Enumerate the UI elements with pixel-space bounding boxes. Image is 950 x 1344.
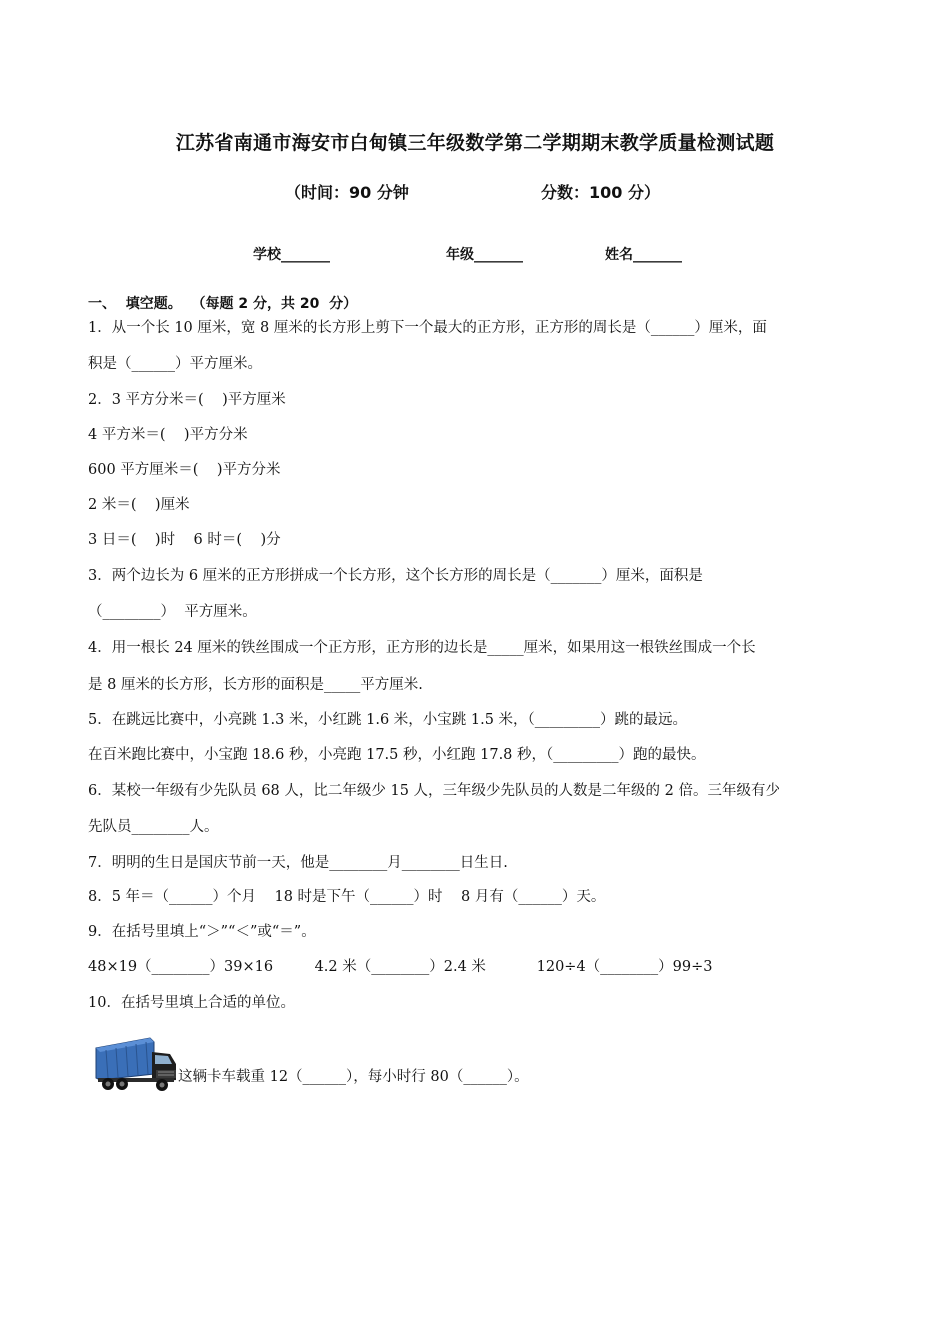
name-field: 姓名_______ bbox=[605, 247, 682, 263]
question-line: 先队员________人。 bbox=[88, 819, 219, 835]
truck-icon bbox=[92, 1034, 178, 1092]
question-line: 在百米跑比赛中，小宝跑 18.6 秒，小亮跑 17.5 秒，小红跑 17.8 秒，（_________）跑的最快。 bbox=[88, 747, 706, 763]
question-line: 5．在跳远比赛中，小亮跳 1.3 米，小红跳 1.6 米，小宝跳 1.5 米，（_________）跳的最远。 bbox=[88, 712, 688, 728]
question-line: 6．某校一年级有少先队员 68 人，比二年级少 15 人，三年级少先队员的人数是二年级的 2 倍。三年级有少 bbox=[88, 783, 781, 799]
question-line: 3．两个边长为 6 厘米的正方形拼成一个长方形，这个长方形的周长是（_______）厘米，面积是 bbox=[88, 568, 703, 584]
question-line: 4．用一根长 24 厘米的铁丝围成一个正方形，正方形的边长是_____厘米，如果用这一根铁丝围成一个长 bbox=[88, 640, 756, 656]
question-line: 7．明明的生日是国庆节前一天，他是________月________日生日. bbox=[88, 855, 508, 871]
question-line: 1．从一个长 10 厘米，宽 8 厘米的长方形上剪下一个最大的正方形，正方形的周长是（______）厘米，面 bbox=[88, 320, 767, 336]
question-line: 积是（______）平方厘米。 bbox=[88, 356, 262, 372]
page-title: 江苏省南通市海安市白甸镇三年级数学第二学期期末教学质量检测试题 bbox=[175, 132, 775, 154]
question-line: 600 平方厘米＝( )平方分米 bbox=[88, 462, 281, 478]
question-line: 是 8 厘米的长方形，长方形的面积是_____平方厘米. bbox=[88, 677, 423, 693]
question-line: 2 米＝( )厘米 bbox=[88, 497, 190, 513]
question-line: 8．5 年＝（______）个月 18 时是下午（______）时 8 月有（______）天。 bbox=[88, 889, 606, 905]
question-line: 3 日＝( )时 6 时＝( )分 bbox=[88, 532, 281, 548]
question-line: 9．在括号里填上“＞”“＜”或“＝”。 bbox=[88, 924, 316, 940]
question-line: 48×19（________）39×16 4.2 米（________）2.4 米 120÷4（________）99÷3 bbox=[88, 959, 713, 975]
truck-question-line: 这辆卡车载重 12（______），每小时行 80（______）。 bbox=[178, 1069, 529, 1085]
question-line: （________） 平方厘米。 bbox=[88, 604, 257, 620]
question-line: 10．在括号里填上合适的单位。 bbox=[88, 995, 295, 1011]
grade-field: 年级_______ bbox=[446, 247, 523, 263]
exam-time: （时间：90 分钟 bbox=[285, 183, 409, 202]
question-line: 4 平方米＝( )平方分米 bbox=[88, 427, 248, 443]
section-heading: 一、 填空题。 （每题 2 分，共 20 分） bbox=[88, 296, 358, 312]
question-line: 2．3 平方分米＝( )平方厘米 bbox=[88, 392, 286, 408]
exam-score: 分数：100 分） bbox=[541, 183, 660, 202]
school-field: 学校_______ bbox=[253, 247, 330, 263]
